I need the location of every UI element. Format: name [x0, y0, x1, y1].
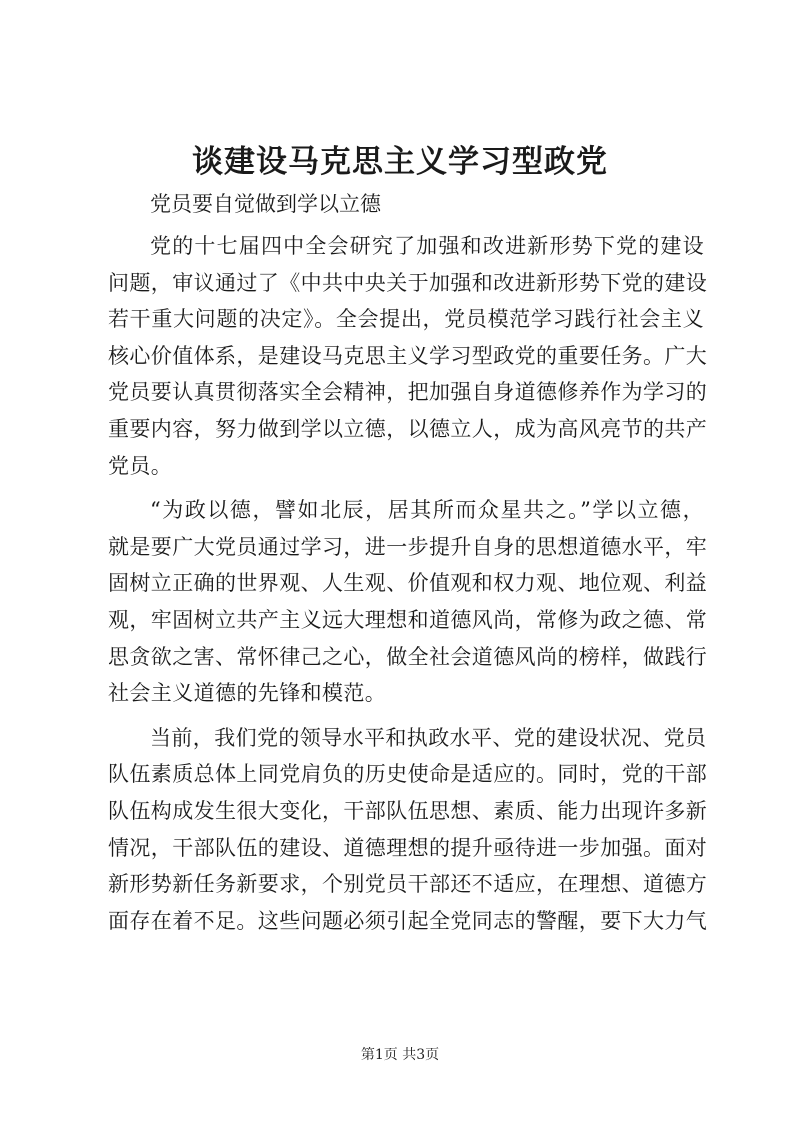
text-line: 就是要广大党员通过学习，进一步提升自身的思想道德水平，牢	[108, 534, 708, 559]
text-line: 队伍素质总体上同党肩负的历史使命是适应的。同时，党的干部	[108, 762, 708, 787]
text-line: 党员要认真贯彻落实全会精神，把加强自身道德修养作为学习的	[108, 380, 708, 405]
text-line: 当前，我们党的领导水平和执政水平、党的建设状况、党员	[150, 725, 707, 750]
text-line: 党的十七届四中全会研究了加强和改进新形势下党的建设	[150, 234, 704, 258]
text-line: 问题，审议通过了《中共中央关于加强和改进新形势下党的建设	[108, 270, 708, 295]
paragraph	[108, 492, 708, 712]
text-line: 重要内容，努力做到学以立德，以德立人，成为高风亮节的共产	[108, 416, 708, 441]
text-line: 社会主义道德的先锋和模范。	[108, 681, 387, 706]
text-line: 若干重大问题的决定》。全会提出，党员模范学习践行社会主义	[108, 307, 704, 332]
text-line: 思贪欲之害、常怀律己之心，做全社会道德风尚的榜样，做践行	[108, 644, 708, 669]
text-line: 核心价值体系，是建设马克思主义学习型政党的重要任务。广大	[108, 343, 708, 368]
text-line: 队伍构成发生很大变化，干部队伍思想、素质、能力出现许多新	[108, 798, 708, 823]
document-title: 谈建设马克思主义学习型政党	[192, 144, 608, 180]
paragraph	[108, 228, 708, 484]
paragraph	[108, 720, 708, 940]
document-subtitle: 党员要自觉做到学以立德	[150, 192, 381, 216]
text-line: 固树立正确的世界观、人生观、价值观和权力观、地位观、利益	[108, 571, 708, 596]
text-line: 党员。	[108, 453, 173, 478]
page-footer: 第1页 共3页	[360, 1047, 440, 1063]
text-line: “为政以德，譬如北辰，居其所而众星共之。”学以立德，	[150, 498, 704, 523]
text-line: 新形势新任务新要求，个别党员干部还不适应，在理想、道德方	[108, 872, 708, 897]
text-line: 情况，干部队伍的建设、道德理想的提升亟待进一步加强。面对	[108, 835, 708, 860]
document-body	[108, 186, 708, 947]
text-line: 面存在着不足。这些问题必须引起全党同志的警醒，要下大力气	[108, 908, 708, 933]
text-line: 观，牢固树立共产主义远大理想和道德风尚，常修为政之德、常	[108, 607, 708, 632]
